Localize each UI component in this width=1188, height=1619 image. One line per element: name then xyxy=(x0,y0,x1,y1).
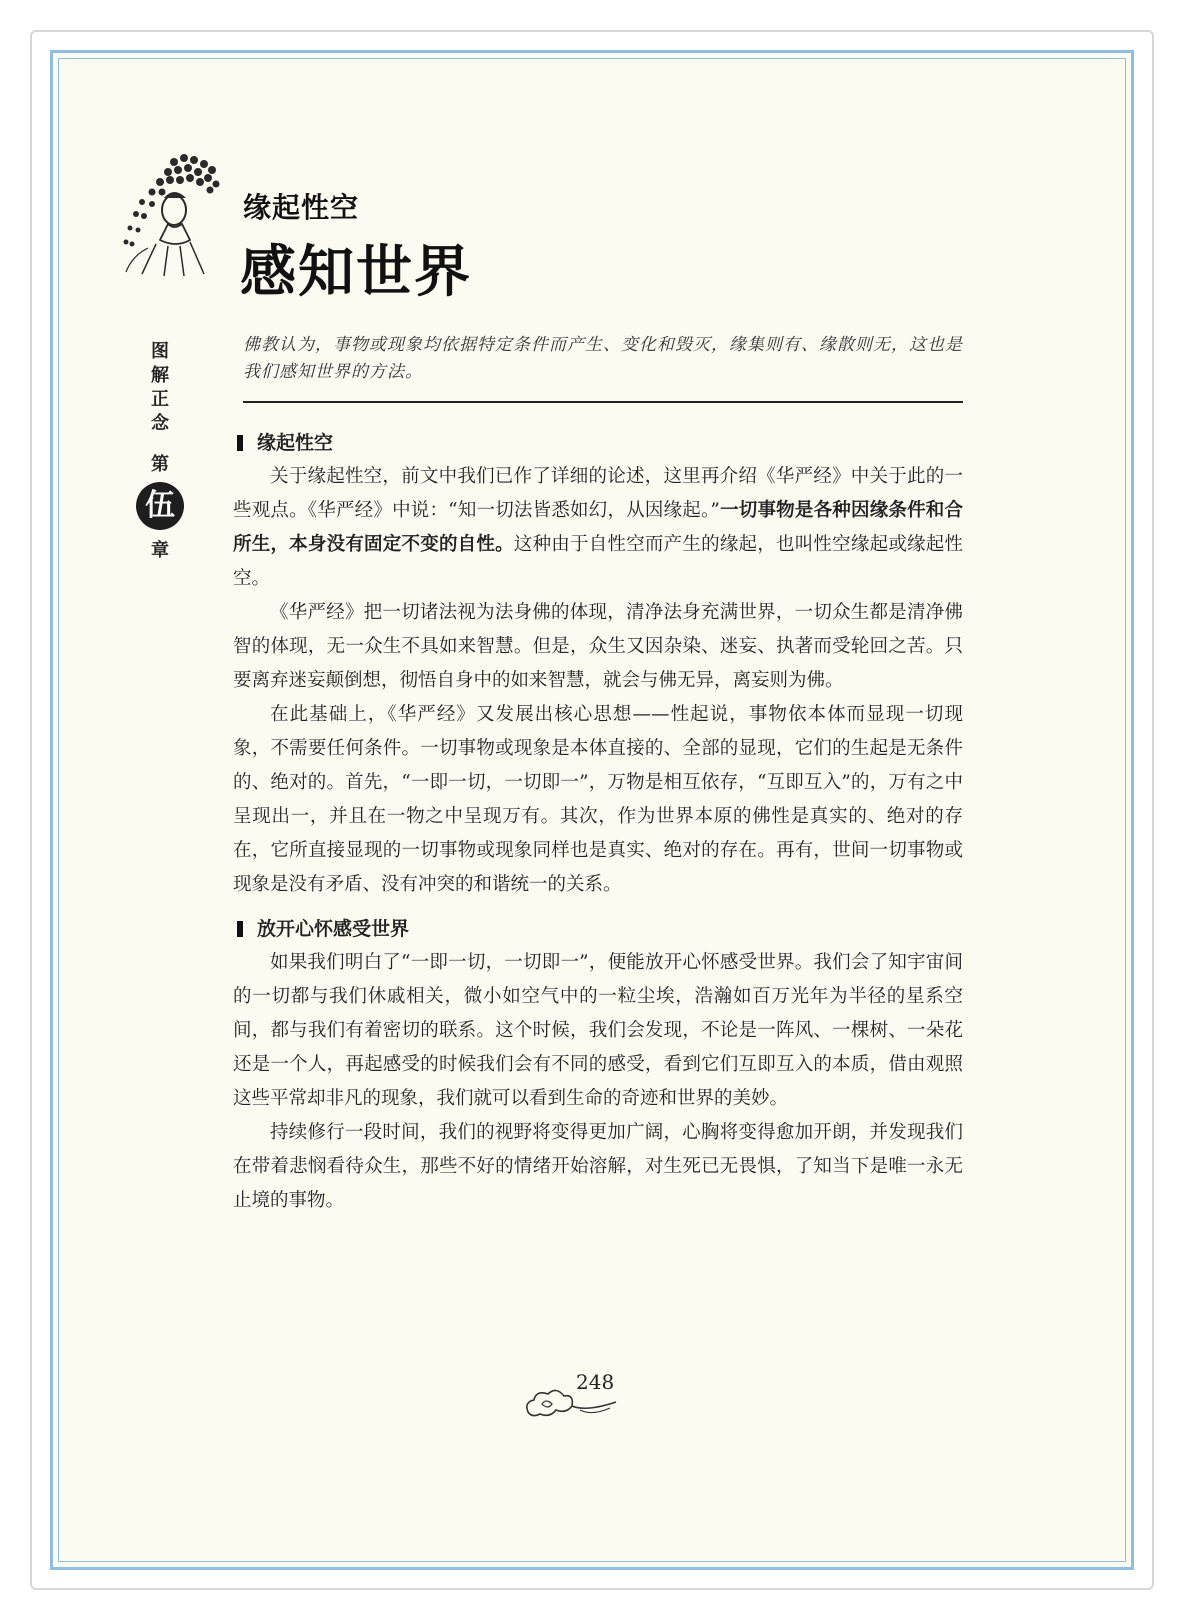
section-heading xyxy=(233,912,963,946)
paragraph: 《华严经》把一切诸法视为法身佛的体现，清净法身充满世界，一切众生都是清净佛智的体现，无一众生不具如来智慧。但是，众生又因杂染、迷妄、执著而受轮回之苦。只要离弃迷妄颠倒想，彻悟自身中的如来智慧，就会与佛无异，离妄则为佛。 xyxy=(233,602,963,691)
paragraph-text: 这种由于自性空而产生的缘起，也叫性空缘起或缘起性空。 xyxy=(233,534,963,589)
section-heading-text: 缘起性空 xyxy=(257,432,334,454)
paragraph-bold-text: 一切事物是各种因缘条件和合所生，本身没有固定不变的自性。 xyxy=(233,500,963,555)
section-heading xyxy=(233,426,963,460)
chapter-sidebar xyxy=(140,340,180,562)
monk-figure-icon xyxy=(112,148,230,278)
section-heading-text: 放开心怀感受世界 xyxy=(257,918,410,940)
chapter-prefix: 第 xyxy=(151,454,169,475)
page-number: 248 xyxy=(576,1370,615,1394)
heading-bar-icon xyxy=(237,435,243,451)
paragraph-text: 关于缘起性空，前文中我们已作了详细的论述，这里再介绍《华严经》中关于此的一些观点。《华严经》中说：“知一切法皆悉如幻，从因缘起。” xyxy=(233,466,963,521)
heading-bar-icon xyxy=(237,921,243,937)
paragraph xyxy=(233,460,963,596)
intro-paragraph: 佛教认为，事物或现象均依据特定条件而产生、变化和毁灭，缘集则有、缘散则无，这也是我们感知世界的方法。 xyxy=(243,335,963,382)
cloud-ornament-icon xyxy=(522,1382,618,1422)
paragraph: 如果我们明白了“一即一切，一切即一”，便能放开心怀感受世界。我们会了知宇宙间的一切都与我们休戚相关，微小如空气中的一粒尘埃，浩瀚如百万光年为半径的星系空间，都与我们有着密切的联系。这个时候，我们会发现，不论是一阵风、一棵树、一朵花还是一个人，再起感受的时候我们会有不同的感受，看到它们互即互入的本质，借由观照这些平常却非凡的现象，我们就可以看到生命的奇迹和世界的美妙。 xyxy=(233,952,963,1109)
book-series-title: 图解正念 xyxy=(151,341,169,434)
chapter-number-badge: 伍 xyxy=(136,482,184,530)
page-title: 感知世界 xyxy=(240,239,472,305)
paragraph: 持续修行一段时间，我们的视野将变得更加广阔，心胸将变得愈加开朗，并发现我们在带着悲悯看待众生，那些不好的情绪开始溶解，对生死已无畏惧，了知当下是唯一永无止境的事物。 xyxy=(233,1122,963,1211)
paragraph: 在此基础上，《华严经》又发展出核心思想——性起说，事物依本体而显现一切现象，不需要任何条件。一切事物或现象是本体直接的、全部的显现，它们的生起是无条件的、绝对的。首先，“一即一切，一切即一”，万物是相互依存，“互即互入”的，万有之中呈现出一，并且在一物之中呈现万有。其次，作为世界本原的佛性是真实的、绝对的存在，它所直接显现的一切事物或现象同样也是真实、绝对的存在。再有，世间一切事物或现象是没有矛盾、没有冲突的和谐统一的关系。 xyxy=(233,704,963,895)
chapter-subtitle: 缘起性空 xyxy=(243,191,360,224)
divider xyxy=(243,401,963,403)
chapter-suffix: 章 xyxy=(151,540,169,561)
body-content xyxy=(233,426,963,1218)
